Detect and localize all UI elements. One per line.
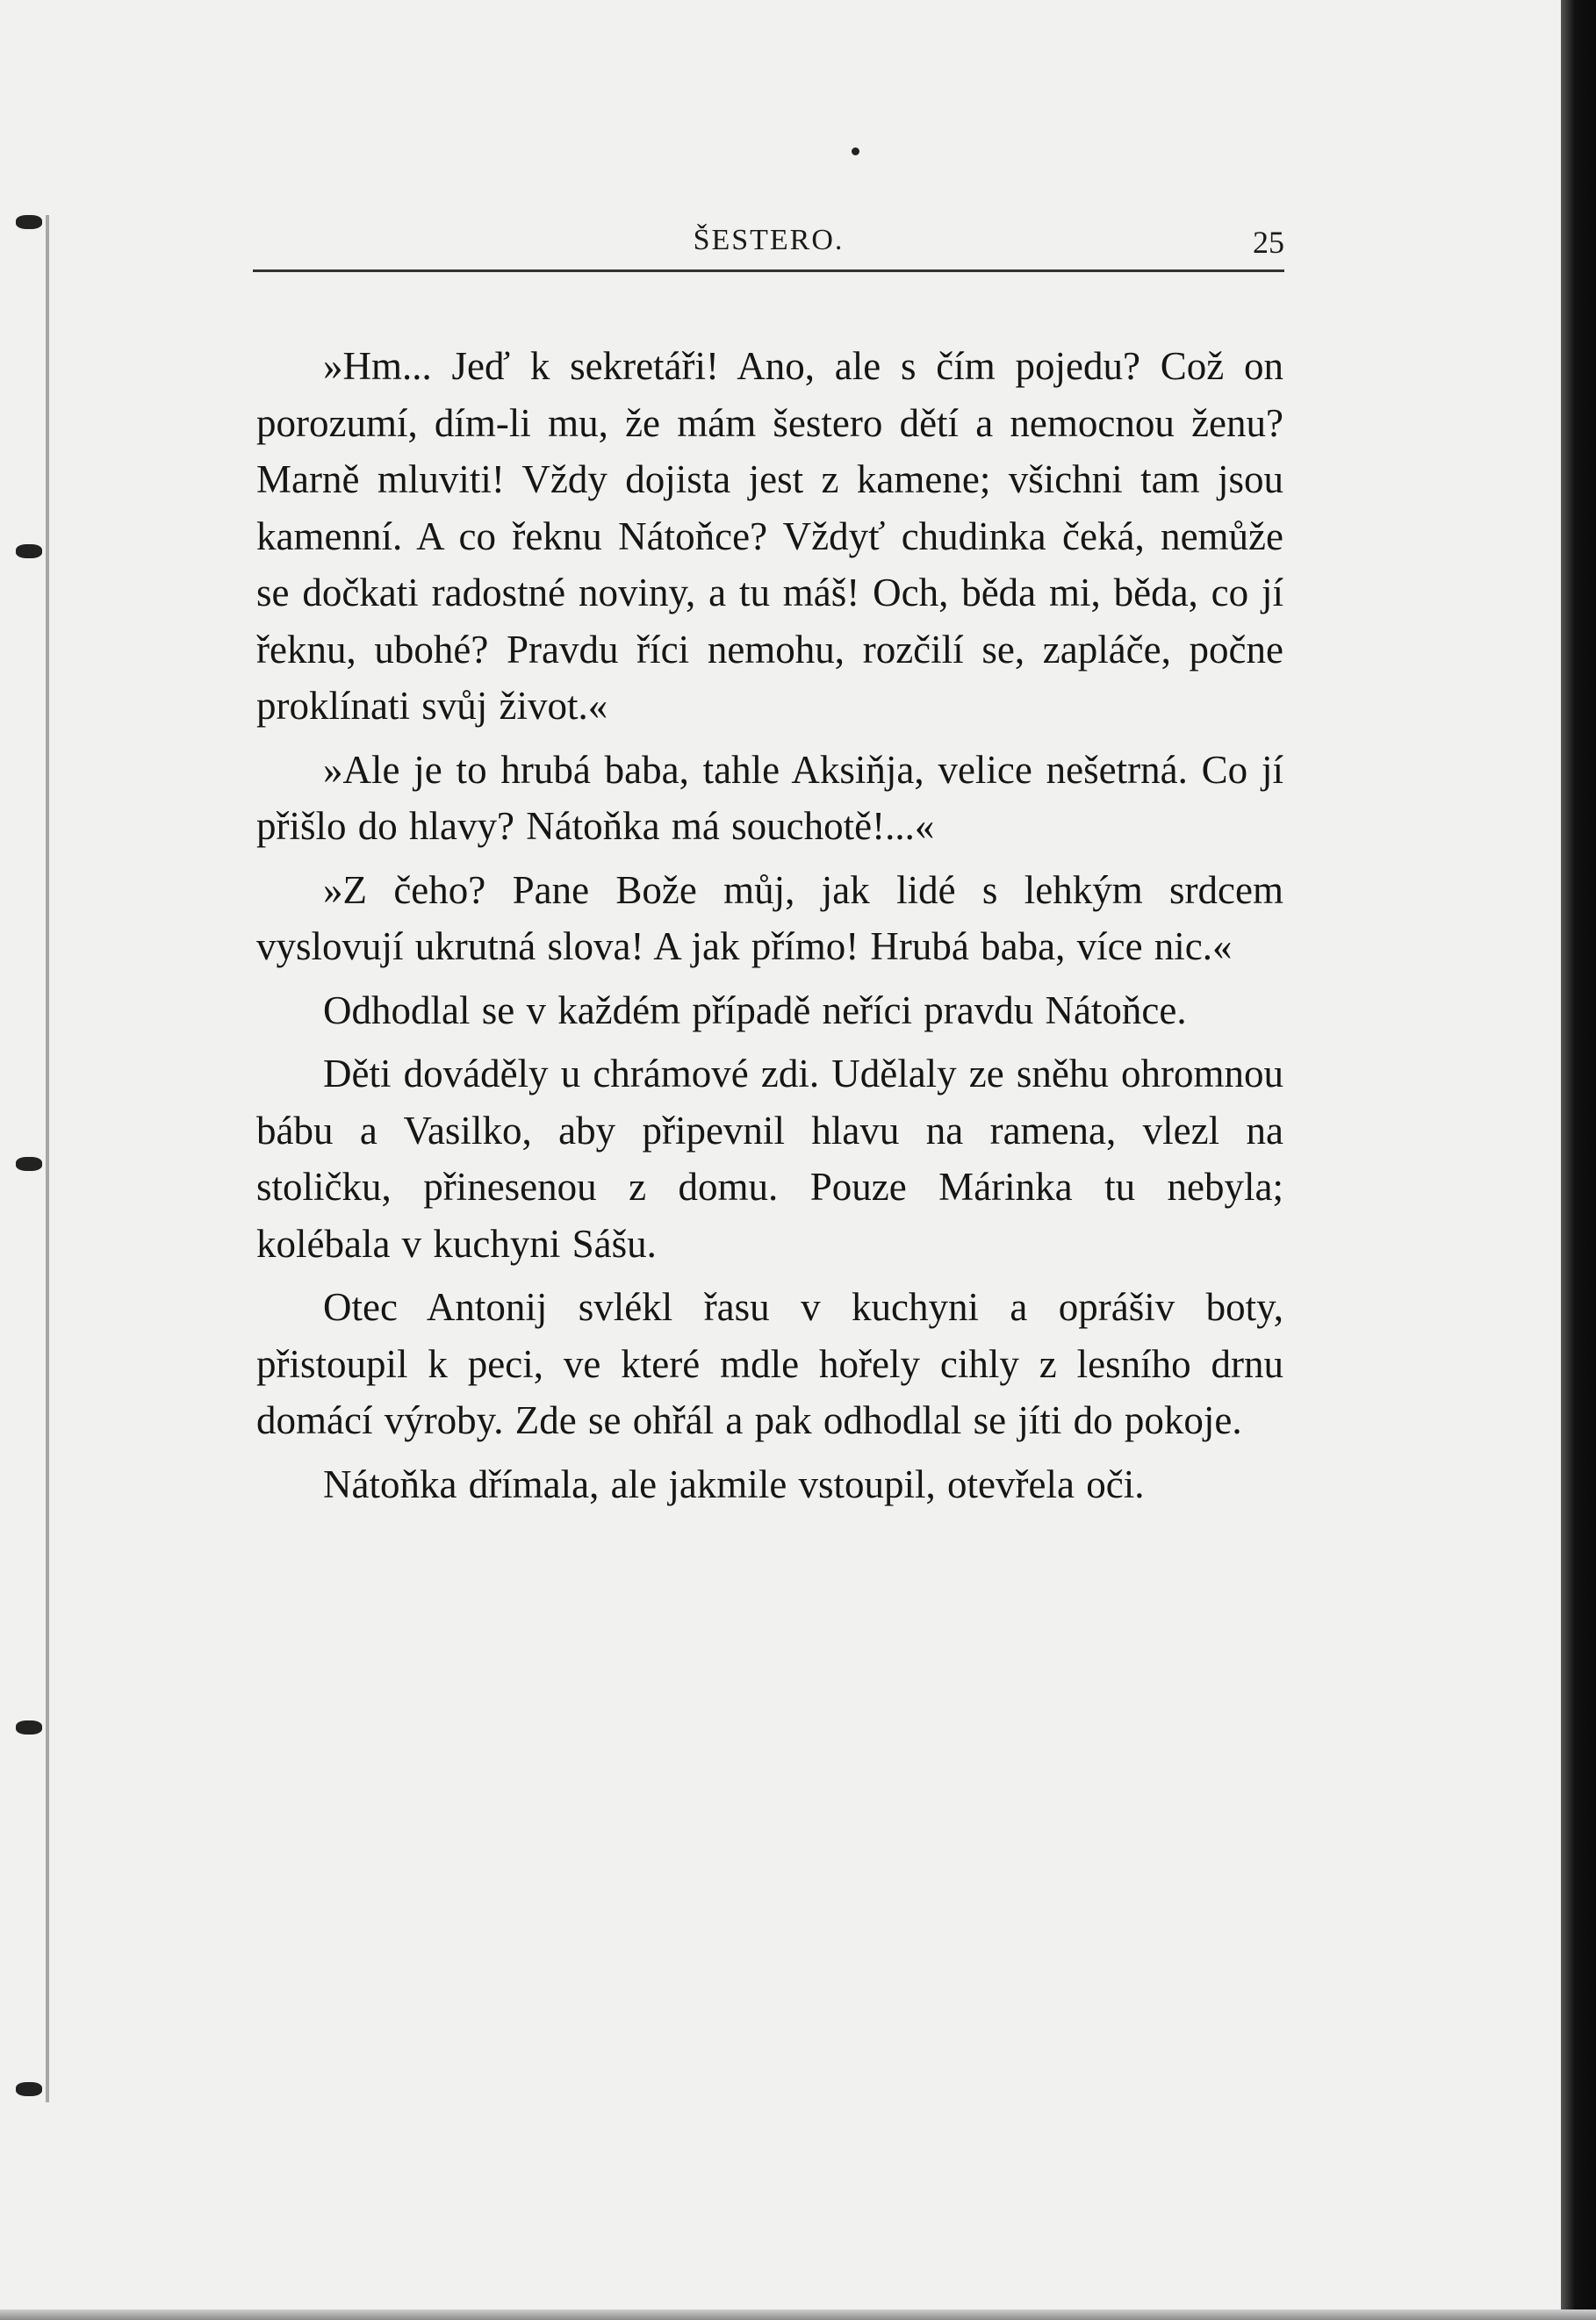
running-head: ŠESTERO. [693, 224, 845, 256]
binding-mark [16, 1157, 42, 1171]
paragraph: »Ale je to hrubá baba, tahle Aksiňja, velice nešetrná. Co jí přišlo do hlavy? Nátoňka má souchotě!...« [256, 747, 1283, 848]
page-number: 25 [1253, 225, 1284, 260]
scan-edge-right [1561, 0, 1596, 2320]
scan-edge-bottom [0, 2309, 1596, 2320]
binding-mark [16, 1720, 42, 1735]
paragraph: »Z čeho? Pane Bože můj, jak lidé s lehkým srdcem vyslovují ukrutná slova! A jak přímo! Hrubá baba, více nic.« [256, 867, 1283, 968]
binding-mark [16, 544, 42, 558]
paragraph: »Hm... Jeď k sekretáři! Ano, ale s čím pojedu? Což on porozumí, dím-li mu, že mám šestero dětí a nemocnou ženu? Marně mluviti! Vždy dojista jest z kamene; všichni tam jsou kamenní. A co řeknu Nátoňce? Vždyť chudinka čeká, nemůže se dočkati radostné noviny, a tu máš! Och, běda mi, běda, co jí řeknu, ubohé? Pravdu říci nemohu, rozčilí se, zapláče, počne proklínati svůj život.« [256, 344, 1283, 728]
stray-mark [852, 147, 859, 155]
page-header [253, 224, 1284, 272]
paragraph: Nátoňka dřímala, ale jakmile vstoupil, otevřela oči. [323, 1462, 1145, 1506]
body-text [256, 338, 1283, 1519]
paragraph: Odhodlal se v každém případě neříci pravdu Nátoňce. [323, 988, 1187, 1032]
paragraph: Děti dováděly u chrámové zdi. Udělaly ze sněhu ohromnou bábu a Vasilko, aby připevnil hlavu na ramena, vlezl na stoličku, přinesenou z domu. Pouze Márinka tu nebyla; kolébala v kuchyni Sášu. [256, 1052, 1283, 1266]
binding-mark [16, 2082, 42, 2096]
paragraph: Otec Antonij svlékl řasu v kuchyni a oprášiv boty, přistoupil k peci, ve které mdle hořely cihly z lesního drnu domácí výroby. Zde se ohřál a pak odhodlal se jíti do pokoje. [256, 1285, 1283, 1442]
binding-line [46, 215, 49, 2102]
binding-mark [16, 215, 42, 229]
